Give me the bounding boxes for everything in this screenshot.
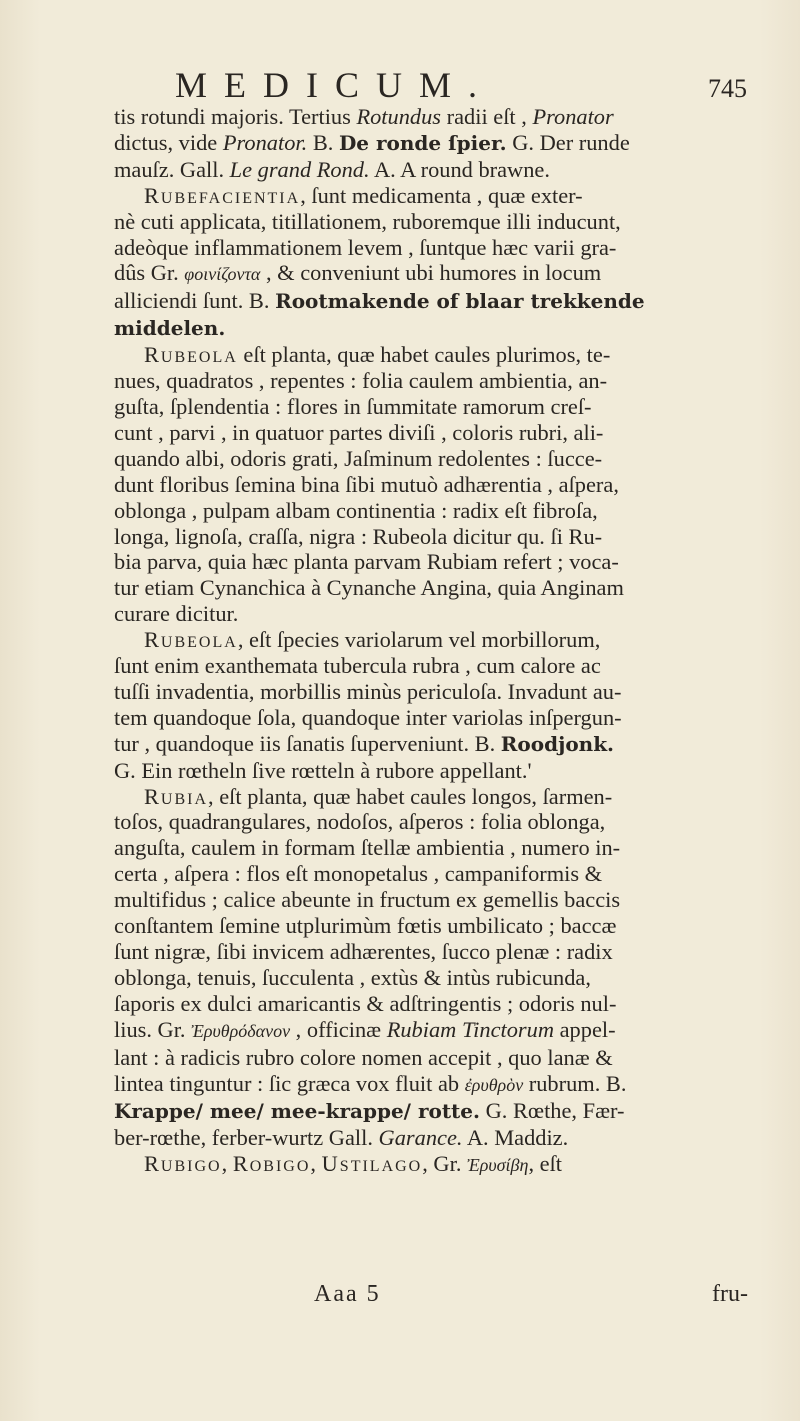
text-segment: curare dicitur.: [114, 601, 239, 627]
text-line: [114, 342, 798, 368]
text-segment: anguſta, caulem in formam ſtellæ ambientia , numero in-: [114, 835, 621, 861]
text-segment: conſtantem ſemine utplurimùm fœtis umbilicato ; baccæ: [114, 913, 617, 939]
text-body: [114, 104, 798, 1179]
text-segment: Roodjonk.: [500, 731, 615, 756]
text-line: [114, 183, 798, 209]
text-segment: , Gr.: [422, 1151, 468, 1177]
text-line: [114, 758, 798, 784]
entry-headword: Rubeola: [144, 627, 238, 653]
text-segment: ,: [221, 1151, 233, 1177]
text-segment: tur , quandoque iis ſanatis ſuperveniunt. B.: [114, 730, 501, 756]
text-segment: A. A round brawne.: [369, 156, 550, 182]
page-number: 745: [708, 74, 747, 103]
text-segment: ſunt enim exanthemata tubercula rubra , cum calore ac: [114, 653, 601, 679]
text-segment: ber-rœthe, ferber-wurtz Gall.: [114, 1125, 379, 1151]
text-segment: multifidus ; calice abeunte in fructum ex gemellis baccis: [114, 887, 621, 913]
text-segment: , officinæ: [290, 1016, 387, 1042]
entry-headword: Robigo: [232, 1151, 311, 1177]
text-segment: tis rotundi majoris. Tertius: [114, 104, 357, 129]
text-line: [114, 235, 798, 261]
catchword: fru-: [712, 1281, 748, 1307]
text-segment: , eſt: [528, 1151, 563, 1177]
text-segment: quando albi, odoris grati, Jaſminum redolentes : ſucce-: [114, 445, 603, 471]
text-segment: A. Maddiz.: [462, 1125, 569, 1151]
text-segment: , & conveniunt ubi humores in locum: [260, 260, 602, 286]
text-segment: Krappe/ mee/ mee-krappe/ rotte.: [114, 1099, 480, 1124]
text-line: [114, 130, 798, 157]
text-segment: Garance.: [378, 1125, 463, 1151]
text-line: [114, 315, 798, 342]
text-segment: bia parva, quia hæc planta parvam Rubiam refert ; voca-: [114, 549, 619, 575]
text-segment: tem quandoque ſola, quandoque inter variolas inſpergun-: [114, 704, 622, 730]
text-segment: ſaporis ex dulci amaricantis & adſtringentis ; odoris nul-: [114, 990, 617, 1016]
text-segment: Rootmakende of blaar trekkende: [275, 289, 645, 314]
entry-headword: Rubia: [144, 783, 209, 809]
text-line: [114, 627, 798, 653]
text-line: [114, 939, 798, 965]
text-line: [114, 965, 798, 991]
text-segment: radii eſt ,: [441, 104, 533, 129]
text-segment: dûs Gr.: [114, 260, 185, 286]
entry-headword: Rubefacientia: [144, 182, 301, 208]
text-segment: mauſz. Gall.: [114, 156, 230, 182]
text-line: [114, 601, 798, 627]
text-segment: cunt , parvi , in quatuor partes diviſi , coloris rubri, ali-: [114, 419, 604, 445]
text-segment: φοινίζοντα: [184, 264, 261, 285]
text-line: [114, 1017, 798, 1045]
text-segment: ſunt nigræ, ſibi invicem adhærentes, ſucco plenæ : radix: [114, 939, 613, 964]
text-segment: G. Rœthe, Fær-: [480, 1098, 625, 1124]
text-segment: lius. Gr.: [114, 1016, 192, 1042]
text-segment: Rubiam Tinctorum: [386, 1016, 555, 1042]
text-segment: appel-: [554, 1016, 616, 1042]
text-segment: rubrum. B.: [523, 1070, 627, 1096]
text-line: [114, 784, 798, 810]
text-segment: , eſt ſpecies variolarum vel morbillorum,: [237, 627, 601, 653]
text-line: [114, 1098, 798, 1125]
text-segment: longa, lignoſa, craſſa, nigra : Rubeola dicitur qu. ſi Ru-: [114, 523, 603, 549]
text-line: [114, 887, 798, 913]
text-segment: adeòque inflammationem levem , ſuntque hæc varii gra-: [114, 234, 617, 260]
entry-headword: Rubigo: [144, 1151, 222, 1177]
text-segment: Ἐρυθρόδανον: [191, 1020, 291, 1041]
text-line: [114, 420, 798, 446]
text-line: [114, 446, 798, 472]
text-segment: lintea tinguntur : ſic græca vox fluit ab: [114, 1070, 465, 1096]
text-line: [114, 731, 798, 758]
text-line: [114, 209, 798, 235]
running-title: MEDICUM.: [175, 65, 495, 105]
text-segment: nues, quadratos , repentes : folia caulem ambientia, an-: [114, 368, 608, 394]
text-line: [114, 472, 798, 498]
text-segment: Ἐρυσίβη: [467, 1155, 529, 1176]
text-segment: dunt floribus ſemina bina ſibi mutuò adhærentia , aſpera,: [114, 471, 619, 497]
text-line: [114, 913, 798, 939]
text-segment: middelen.: [114, 316, 226, 341]
text-line: [114, 498, 798, 524]
text-line: [114, 575, 798, 601]
text-segment: Le grand Rond.: [229, 156, 370, 182]
entry-headword: Rubeola: [144, 342, 238, 368]
text-segment: oblonga , pulpam albam continentia : radix eſt fibroſa,: [114, 497, 598, 523]
text-segment: B.: [307, 129, 339, 155]
text-segment: Rotundus: [356, 104, 442, 129]
text-segment: ,: [310, 1151, 322, 1177]
text-line: [114, 288, 798, 315]
text-line: [114, 705, 798, 731]
text-line: [114, 1045, 798, 1071]
text-segment: dictus, vide: [114, 129, 223, 155]
text-line: [114, 1071, 798, 1099]
text-segment: De ronde ſpier.: [338, 130, 507, 155]
text-line: [114, 549, 798, 575]
text-segment: ἐρυθρὸν: [464, 1074, 524, 1095]
text-line: [114, 991, 798, 1017]
text-segment: guſta, ſplendentia : flores in ſummitate ramorum creſ-: [114, 393, 592, 419]
text-segment: lant : à radicis rubro colore nomen accepit , quo lanæ &: [114, 1044, 613, 1070]
text-line: [114, 104, 798, 130]
text-line: [114, 809, 798, 835]
text-segment: oblonga, tenuis, ſucculenta , extùs & intùs rubicunda,: [114, 964, 591, 990]
text-segment: Pronator.: [222, 129, 308, 155]
text-line: [114, 157, 798, 183]
text-segment: certa , aſpera : flos eſt monopetalus , campaniformis &: [114, 861, 603, 887]
page-header: [0, 64, 800, 104]
text-segment: , ſunt medicamenta , quæ exter-: [300, 182, 583, 208]
text-segment: toſos, quadrangulares, nodoſos, aſperos : folia oblonga,: [114, 809, 606, 835]
text-segment: , eſt planta, quæ habet caules longos, ſarmen-: [208, 783, 613, 809]
signature-mark: Aaa 5: [314, 1281, 381, 1307]
text-line: [114, 260, 798, 288]
text-line: [114, 679, 798, 705]
text-segment: G. Der runde: [506, 129, 630, 155]
text-line: [114, 524, 798, 550]
text-line: [114, 394, 798, 420]
text-segment: tur etiam Cynanchica à Cynanche Angina, quia Anginam: [114, 575, 624, 601]
text-line: [114, 861, 798, 887]
text-line: [114, 368, 798, 394]
text-segment: eſt planta, quæ habet caules plurimos, te-: [237, 342, 611, 368]
text-line: [114, 835, 798, 861]
text-line: [114, 1151, 798, 1179]
text-segment: nè cuti applicata, titillationem, ruboremque illi inducunt,: [114, 208, 621, 234]
text-line: [114, 653, 798, 679]
text-line: [114, 1125, 798, 1151]
text-segment: Pronator: [532, 104, 614, 129]
text-segment: alliciendi ſunt. B.: [114, 288, 276, 314]
entry-headword: Ustilago: [321, 1151, 423, 1177]
text-segment: G. Ein rœtheln ſive rœtteln à rubore appellant.': [114, 757, 532, 783]
text-segment: tuſſi invadentia, morbillis minùs periculoſa. Invadunt au-: [114, 678, 622, 704]
